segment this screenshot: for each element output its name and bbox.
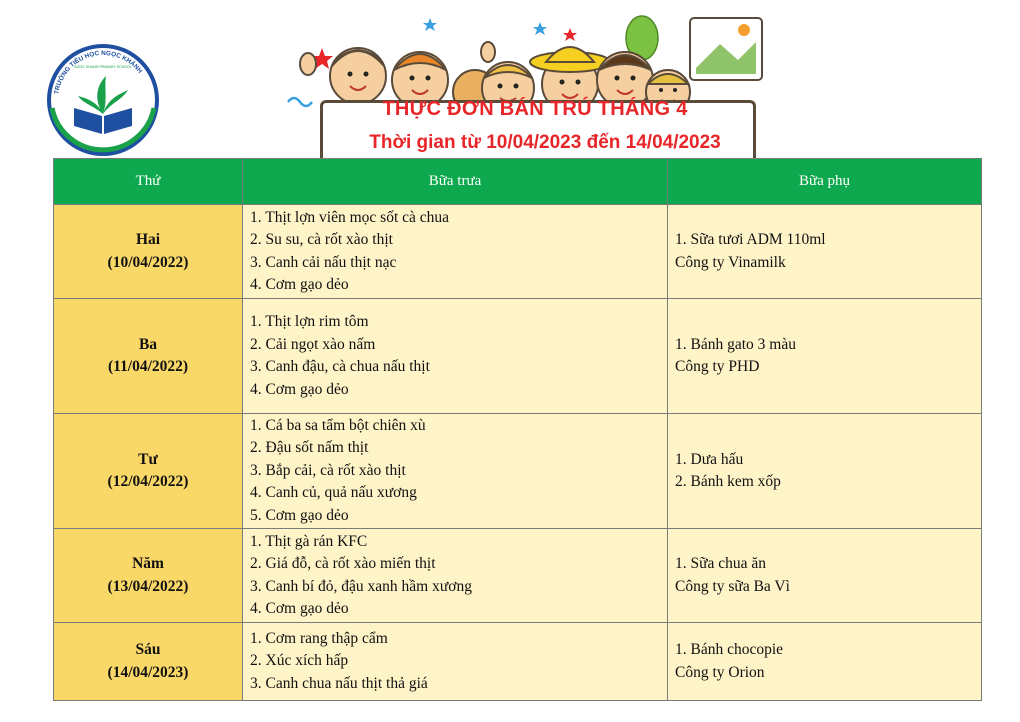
lunch-item: 1. Cơm rang thập cẩm bbox=[250, 629, 388, 647]
day-date: (11/04/2022) bbox=[107, 358, 189, 375]
column-header-lunch: Bữa trưa bbox=[243, 159, 668, 205]
snack-cell bbox=[668, 299, 982, 414]
day-cell bbox=[54, 299, 243, 414]
snack-cell bbox=[668, 414, 982, 529]
snack-cell bbox=[668, 623, 982, 701]
lunch-item: 5. Cơm gạo dẻo bbox=[250, 506, 349, 524]
day-name: Tư bbox=[138, 450, 158, 468]
school-logo bbox=[44, 38, 162, 156]
page-title: THỰC ĐƠN BÁN TRÚ THÁNG 4 bbox=[382, 98, 688, 120]
lunch-item: 3. Bắp cải, cà rốt xào thịt bbox=[250, 461, 406, 479]
day-cell bbox=[54, 205, 243, 299]
lunch-item: 1. Thịt lợn viên mọc sốt cà chua bbox=[250, 208, 450, 226]
lunch-item: 3. Canh đậu, cà chua nấu thịt bbox=[250, 358, 430, 375]
lunch-item: 4. Cơm gạo dẻo bbox=[250, 380, 349, 398]
page-subtitle: Thời gian từ 10/04/2023 đến 14/04/2023 bbox=[369, 132, 721, 153]
table-row bbox=[54, 205, 982, 299]
day-cell bbox=[54, 623, 243, 701]
lunch-item: 2. Giá đỗ, cà rốt xào miến thịt bbox=[250, 555, 436, 572]
lunch-item: 1. Cá ba sa tẩm bột chiên xù bbox=[250, 416, 426, 434]
table-row bbox=[54, 529, 982, 623]
lunch-item: 3. Canh cải nấu thịt nạc bbox=[250, 253, 397, 271]
lunch-cell bbox=[243, 529, 668, 623]
snack-item: Công ty sữa Ba Vì bbox=[675, 577, 790, 595]
day-date: (14/04/2023) bbox=[107, 663, 189, 681]
lunch-item: 3. Canh bí đỏ, đậu xanh hầm xương bbox=[250, 577, 472, 595]
menu-table bbox=[53, 158, 982, 701]
day-date: (12/04/2022) bbox=[107, 473, 189, 490]
table-row bbox=[54, 299, 982, 414]
snack-cell bbox=[668, 205, 982, 299]
table-row bbox=[54, 623, 982, 701]
column-header-day: Thứ bbox=[54, 159, 243, 205]
snack-item: 1. Sữa tươi ADM 110ml bbox=[675, 231, 826, 248]
lunch-item: 4. Cơm gạo dẻo bbox=[250, 600, 349, 617]
lunch-item: 2. Su su, cà rốt xào thịt bbox=[250, 231, 393, 248]
snack-cell bbox=[668, 529, 982, 623]
lunch-item: 3. Canh chua nấu thịt thả giá bbox=[250, 674, 428, 692]
snack-item: 2. Bánh kem xốp bbox=[675, 473, 781, 490]
lunch-cell bbox=[243, 299, 668, 414]
snack-item: Công ty PHD bbox=[675, 358, 760, 375]
lunch-item: 2. Đậu sốt nấm thịt bbox=[250, 439, 369, 457]
school-name-text: TRƯỜNG TIỂU HỌC NGỌC KHÁNH bbox=[53, 49, 144, 95]
snack-item: 1. Sữa chua ăn bbox=[675, 555, 767, 572]
day-cell bbox=[54, 529, 243, 623]
day-name: Năm bbox=[132, 555, 164, 572]
lunch-cell bbox=[243, 623, 668, 701]
day-date: (10/04/2022) bbox=[107, 253, 189, 271]
snack-item: 1. Bánh gato 3 màu bbox=[675, 335, 796, 353]
table-header-row bbox=[54, 159, 982, 205]
day-date: (13/04/2022) bbox=[107, 577, 189, 595]
lunch-item: 2. Cải ngọt xào nấm bbox=[250, 335, 376, 353]
day-name: Sáu bbox=[135, 641, 161, 658]
day-cell bbox=[54, 414, 243, 529]
svg-text:TRƯỜNG TIỂU HỌC NGỌC KHÁNH bbox=[53, 50, 143, 95]
lunch-item: 4. Canh củ, quả nấu xương bbox=[250, 484, 417, 502]
lunch-cell bbox=[243, 414, 668, 529]
snack-item: Công ty Orion bbox=[675, 663, 765, 681]
lunch-item: 1. Thịt gà rán KFC bbox=[250, 532, 368, 550]
table-row bbox=[54, 414, 982, 529]
column-header-snack: Bữa phụ bbox=[668, 159, 982, 205]
snack-item: 1. Dưa hấu bbox=[675, 450, 744, 468]
snack-item: 1. Bánh chocopie bbox=[675, 641, 784, 658]
lunch-cell bbox=[243, 205, 668, 299]
lunch-item: 2. Xúc xích hấp bbox=[250, 652, 349, 670]
school-name-en-text: NGOC KHANH PRIMARY SCHOOL bbox=[74, 65, 132, 69]
day-name: Hai bbox=[135, 231, 161, 248]
snack-item: Công ty Vinamilk bbox=[675, 253, 786, 271]
day-name: Ba bbox=[138, 335, 158, 353]
lunch-item: 1. Thịt lợn rim tôm bbox=[250, 313, 369, 330]
lunch-item: 4. Cơm gạo dẻo bbox=[250, 276, 349, 293]
